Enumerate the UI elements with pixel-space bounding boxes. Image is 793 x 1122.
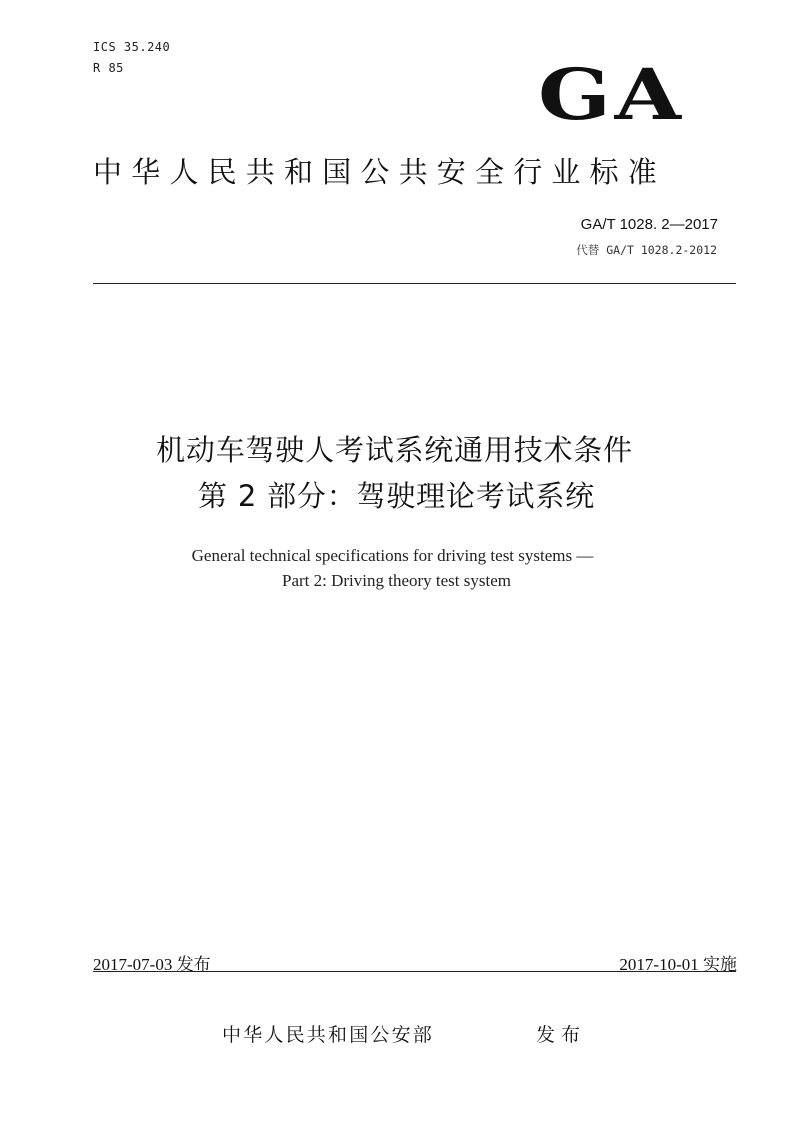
header-divider <box>93 283 736 284</box>
ics-code: ICS 35.240 <box>93 40 171 54</box>
issue-date: 2017-07-03 发布 <box>93 955 211 974</box>
standard-number: GA/T 1028. 2—2017 <box>580 216 718 233</box>
issue-action: 发布 <box>536 1024 587 1046</box>
ccs-code: R 85 <box>93 61 124 75</box>
english-title-line-1: General technical specifications for driving test systems — <box>191 546 594 565</box>
chinese-title-line-1: 机动车驾驶人考试系统通用技术条件 <box>156 433 633 467</box>
replaces-note: 代替 GA/T 1028.2-2012 <box>576 243 717 257</box>
issuing-authority: 中华人民共和国公安部 <box>222 1024 435 1046</box>
chinese-title-line-2: 第 2 部分：驾驶理论考试系统 <box>198 479 595 513</box>
standard-category-title: 中华人民共和国公共安全行业标准 <box>93 155 667 189</box>
ga-logo: GA <box>538 53 685 136</box>
implementation-date: 2017-10-01 实施 <box>619 955 737 974</box>
english-title-line-2: Part 2: Driving theory test system <box>281 571 511 590</box>
footer-divider <box>93 971 736 972</box>
